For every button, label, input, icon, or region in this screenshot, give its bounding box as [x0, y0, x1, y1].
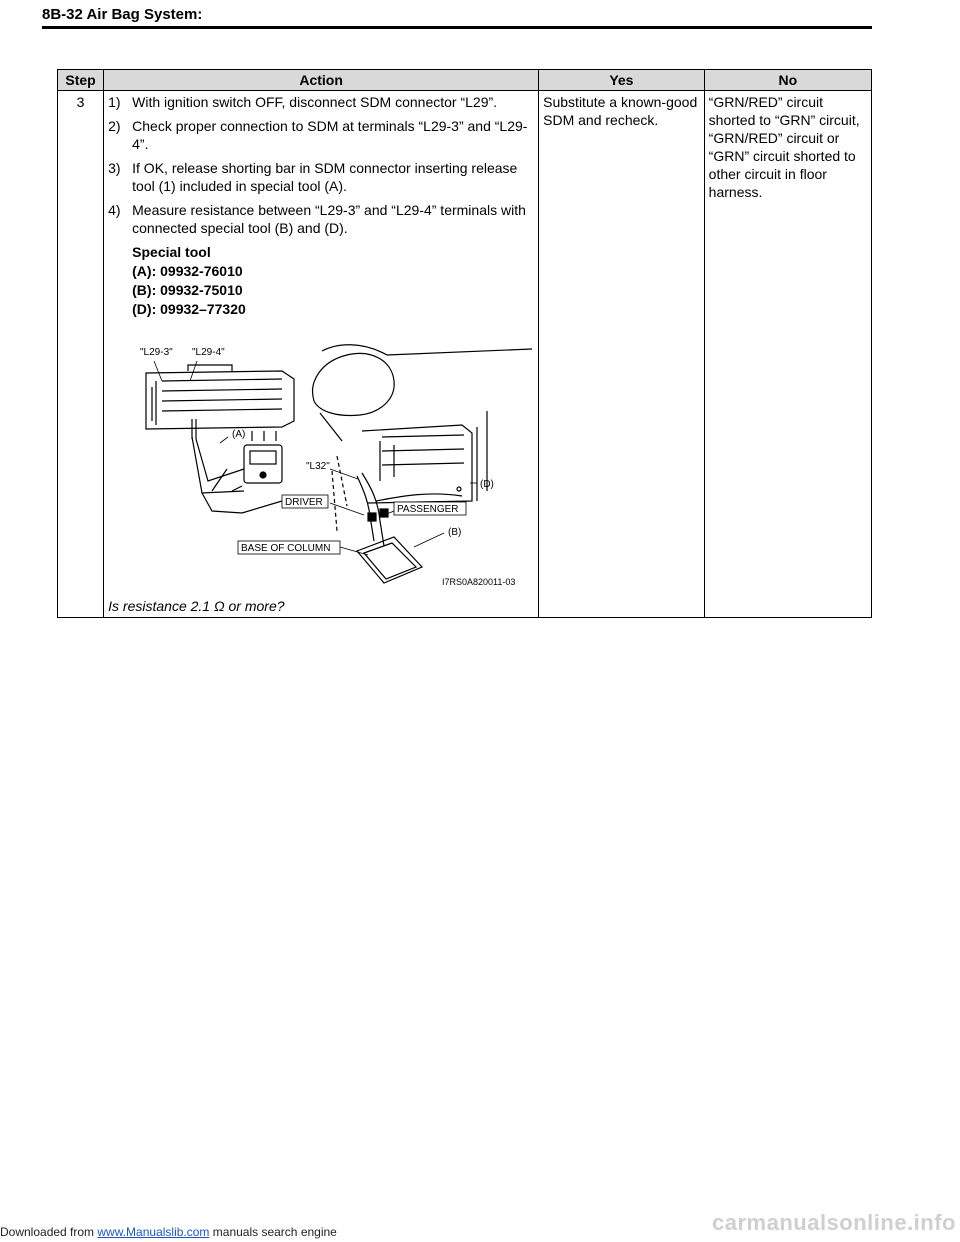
label-tool-b: (B) — [448, 527, 462, 538]
label-passenger: PASSENGER — [397, 504, 459, 515]
label-base-of-column: BASE OF COLUMN — [241, 543, 331, 554]
special-tool-b: (B): 09932-75010 — [132, 282, 243, 298]
no-cell: “GRN/RED” circuit shorted to “GRN” circuit, “GRN/RED” circuit or “GRN” circuit shorted to other circuit in floor harness. — [704, 91, 871, 618]
step-number: 3 — [58, 91, 104, 618]
table-header-row — [58, 70, 872, 91]
special-tool-d: (D): 09932–77320 — [132, 301, 246, 317]
label-l29-4: "L29-4" — [192, 347, 225, 358]
watermark: carmanualsonline.info — [712, 1210, 956, 1235]
question: Is resistance 2.1 Ω or more? — [108, 598, 285, 614]
action-item — [108, 117, 532, 153]
figure-code: I7RS0A820011-03 — [442, 577, 516, 587]
action-text: Check proper connection to SDM at terminals “L29-3” and “L29-4”. — [132, 118, 528, 152]
header-step: Step — [58, 70, 104, 91]
action-text: With ignition switch OFF, disconnect SDM connector “L29”. — [132, 94, 498, 110]
procedure-table — [57, 69, 872, 618]
wiring-illustration — [132, 341, 532, 591]
table-row — [58, 91, 872, 618]
special-tool-drawing — [357, 473, 462, 583]
label-tool-d: (D) — [480, 479, 495, 490]
yes-cell: Substitute a known-good SDM and recheck. — [539, 91, 705, 618]
action-item — [108, 93, 532, 111]
action-num: 1) — [108, 94, 121, 110]
action-text: If OK, release shorting bar in SDM connector inserting release tool (1) included in special tool (A). — [132, 160, 518, 194]
header-action: Action — [104, 70, 539, 91]
label-l32: "L32" — [306, 461, 330, 472]
action-item — [108, 201, 532, 237]
label-l29-3: "L29-3" — [140, 347, 173, 358]
special-tool-title: Special tool — [132, 244, 211, 260]
sdm-connector-drawing — [146, 365, 294, 441]
footer-suffix: manuals search engine — [209, 1225, 337, 1239]
label-tool-a: (A) — [232, 429, 246, 440]
page-header: 8B-32 Air Bag System: — [42, 6, 203, 23]
header-no: No — [704, 70, 871, 91]
footer-prefix: Downloaded from — [0, 1225, 98, 1239]
action-text: Measure resistance between “L29-3” and “L29-4” terminals with connected special tool (B) and (D). — [132, 202, 526, 236]
multimeter-drawing — [192, 437, 282, 513]
header-yes: Yes — [539, 70, 705, 91]
action-num: 3) — [108, 160, 121, 176]
special-tool-block — [132, 243, 532, 319]
footer — [0, 1225, 337, 1239]
manualslib-link[interactable]: www.Manualslib.com — [97, 1225, 210, 1239]
action-cell — [104, 91, 539, 618]
action-num: 4) — [108, 202, 121, 218]
action-num: 2) — [108, 118, 121, 134]
header-rule — [42, 26, 872, 29]
special-tool-a: (A): 09932-76010 — [132, 263, 243, 279]
action-item — [108, 159, 532, 195]
label-driver: DRIVER — [285, 497, 323, 508]
